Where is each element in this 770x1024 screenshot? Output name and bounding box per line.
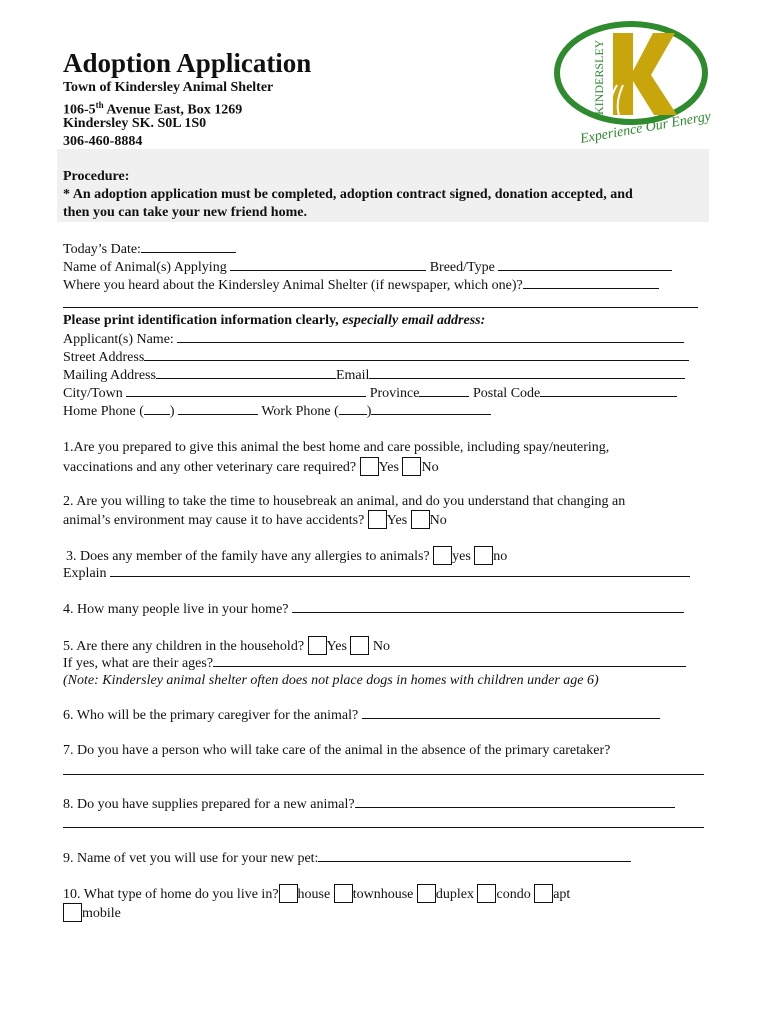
applicant-name-label: Applicant(s) Name: (63, 332, 174, 347)
email-label: Email (335, 368, 370, 383)
q10-options-row2 (63, 903, 121, 922)
q10-duplex-label: duplex (435, 887, 474, 902)
q5-ages-line[interactable] (213, 654, 686, 667)
animal-name-label: Name of Animal(s) Applying (63, 260, 227, 275)
q2-no-checkbox[interactable] (411, 510, 430, 529)
home-phone-label: Home Phone ( (63, 404, 144, 419)
q5-ages-field[interactable] (63, 654, 686, 672)
q2-text: 2. Are you willing to take the time to housebreak an animal, and do you understand that changing an (63, 494, 626, 509)
phone-field[interactable] (63, 402, 491, 420)
q10-mobile-checkbox[interactable] (63, 903, 82, 922)
q3-yes-label: yes (452, 549, 471, 564)
q6-line[interactable] (362, 706, 660, 719)
breed-label: Breed/Type (429, 260, 495, 275)
q2-yes-label: Yes (386, 513, 408, 528)
postal-code-line[interactable] (540, 384, 677, 397)
q1-options (63, 457, 439, 476)
q10-condo-label: condo (496, 887, 531, 902)
animal-name-field[interactable] (63, 258, 672, 276)
postal-code-label: Postal Code (472, 386, 541, 401)
street-address-line[interactable] (144, 348, 689, 361)
q3-no-label: no (493, 549, 508, 564)
work-phone-label: Work Phone ( (261, 404, 339, 419)
q1-yes-checkbox[interactable] (360, 457, 379, 476)
city-province-postal-field[interactable] (63, 384, 677, 402)
heard-about-line2[interactable] (63, 307, 698, 308)
q1-text-line2: vaccinations and any other veterinary care required? (63, 460, 357, 475)
q1-text: 1.Are you prepared to give this animal the best home and care possible, including spay/neutering, (63, 440, 610, 455)
province-line[interactable] (419, 384, 469, 397)
q5-text: 5. Are there any children in the household? (63, 639, 305, 654)
q8-line[interactable] (355, 795, 675, 808)
q1-yes-label: Yes (378, 460, 399, 475)
q5-ages-label: If yes, what are their ages? (63, 656, 214, 671)
q10-apt-checkbox[interactable] (534, 884, 553, 903)
heard-about-line[interactable] (523, 276, 659, 289)
animal-name-line[interactable] (230, 258, 426, 271)
work-phone-paren: ) (366, 404, 372, 419)
procedure-line2: then you can take your new friend home. (63, 205, 307, 220)
q3-text: 3. Does any member of the family have any allergies to animals? (66, 549, 430, 564)
q10-options (63, 884, 570, 903)
q7-line[interactable] (63, 774, 704, 775)
q5-options (63, 636, 390, 655)
q10-mobile-label: mobile (82, 906, 121, 921)
q3-explain-field[interactable] (63, 564, 690, 582)
work-phone-line[interactable] (371, 402, 491, 415)
q8-field[interactable] (63, 795, 675, 813)
q8-line2[interactable] (63, 827, 704, 828)
q6-text: 6. Who will be the primary caregiver for the animal? (63, 708, 359, 723)
q4-line[interactable] (292, 600, 684, 613)
q4-text: 4. How many people live in your home? (63, 602, 289, 617)
q5-note: (Note: Kindersley animal shelter often does not place dogs in homes with children under age 6) (63, 673, 599, 688)
email-line[interactable] (369, 366, 685, 379)
q4-field[interactable] (63, 600, 684, 618)
q5-yes-label: Yes (326, 639, 347, 654)
procedure-heading: Procedure: (63, 169, 130, 184)
q10-house-checkbox[interactable] (279, 884, 298, 903)
q1-no-label: No (421, 460, 439, 475)
q7-text: 7. Do you have a person who will take care of the animal in the absence of the primary caretaker? (63, 743, 611, 758)
province-label: Province (369, 386, 420, 401)
q2-yes-checkbox[interactable] (368, 510, 387, 529)
q10-townhouse-checkbox[interactable] (334, 884, 353, 903)
q9-text: 9. Name of vet you will use for your new pet: (63, 851, 319, 866)
applicant-name-field[interactable] (63, 330, 684, 348)
q3-no-checkbox[interactable] (474, 546, 493, 565)
page-title: Adoption Application (63, 48, 312, 78)
q9-field[interactable] (63, 849, 631, 867)
q5-no-checkbox[interactable] (350, 636, 369, 655)
street-address-field[interactable] (63, 348, 689, 366)
home-area-code-line[interactable] (144, 402, 170, 415)
org-address-line1: 106-5th Avenue East, Box 1269 (63, 100, 243, 118)
city-line[interactable] (126, 384, 366, 397)
q1-no-checkbox[interactable] (402, 457, 421, 476)
q3-explain-label: Explain (63, 566, 107, 581)
q10-condo-checkbox[interactable] (477, 884, 496, 903)
q2-text-line2: animal’s environment may cause it to have accidents? (63, 513, 365, 528)
q6-field[interactable] (63, 706, 660, 724)
q10-text: 10. What type of home do you live in? (63, 887, 279, 902)
q10-apt-label: apt (553, 887, 571, 902)
q9-line[interactable] (318, 849, 631, 862)
logo-wordmark: KINDERSLEY (592, 39, 606, 115)
work-area-code-line[interactable] (339, 402, 367, 415)
q3-explain-line[interactable] (110, 564, 690, 577)
mailing-address-line[interactable] (156, 366, 336, 379)
breed-line[interactable] (498, 258, 672, 271)
q5-yes-checkbox[interactable] (308, 636, 327, 655)
q5-no-label: No (372, 639, 391, 654)
todays-date-field[interactable] (63, 240, 236, 258)
home-phone-paren: ) (169, 404, 175, 419)
applicant-name-line[interactable] (177, 330, 684, 343)
identification-instruction: Please print identification information clearly, especially email address: (63, 313, 486, 328)
kindersley-logo (553, 15, 713, 155)
q10-duplex-checkbox[interactable] (417, 884, 436, 903)
logo-tagline: Experience Our Energy (579, 109, 713, 147)
street-address-label: Street Address (63, 350, 145, 365)
q10-townhouse-label: townhouse (352, 887, 414, 902)
home-phone-line[interactable] (178, 402, 258, 415)
q2-no-label: No (429, 513, 447, 528)
q10-house-label: house (297, 887, 331, 902)
q8-text: 8. Do you have supplies prepared for a new animal? (63, 797, 355, 812)
todays-date-line[interactable] (141, 240, 236, 253)
heard-about-field[interactable] (63, 276, 659, 294)
mailing-email-field[interactable] (63, 366, 685, 384)
q2-options (63, 510, 447, 529)
procedure-line1: * An adoption application must be completed, adoption contract signed, donation accepted, and (63, 187, 633, 202)
heard-about-label: Where you heard about the Kindersley Animal Shelter (if newspaper, which one)? (63, 278, 523, 293)
org-phone: 306-460-8884 (63, 134, 143, 149)
logo-k-letter (613, 33, 677, 115)
todays-date-label: Today’s Date: (63, 242, 141, 257)
org-name: Town of Kindersley Animal Shelter (63, 80, 274, 95)
q3-options (66, 546, 507, 565)
mailing-address-label: Mailing Address (63, 368, 156, 383)
org-address-line2: Kindersley SK. S0L 1S0 (63, 116, 207, 131)
city-label: City/Town (63, 386, 123, 401)
q3-yes-checkbox[interactable] (433, 546, 452, 565)
